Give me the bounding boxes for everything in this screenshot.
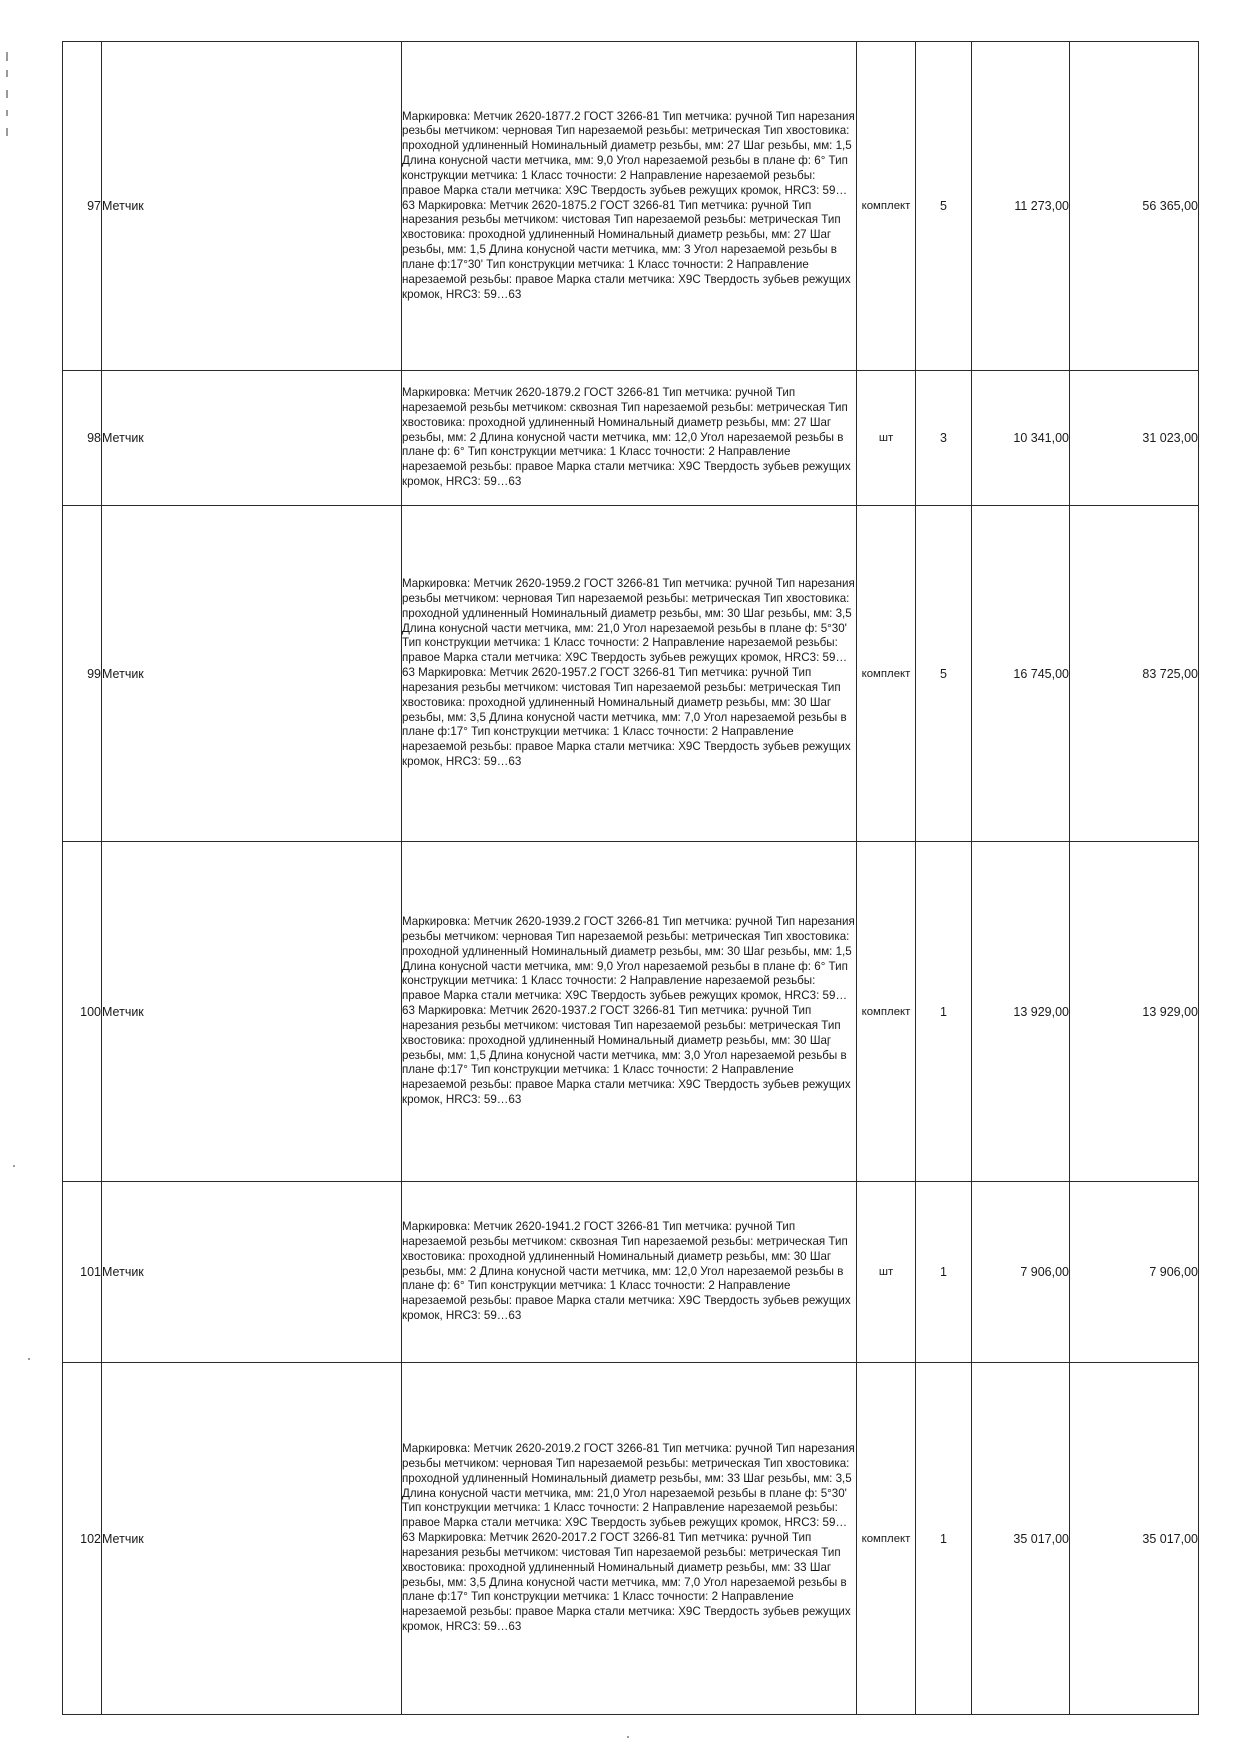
item-unit: шт: [857, 1182, 916, 1363]
specification-table: [62, 41, 1199, 1715]
row-number: 99: [63, 506, 102, 842]
item-unit: комплект: [857, 42, 916, 371]
item-description: Маркировка: Метчик 2620-1939.2 ГОСТ 3266-81 Тип метчика: ручной Тип нарезания резьбы метчиком: черновая Тип нарезаемой резьбы: метрическая Тип хвостовика: проходной удлиненный Номинальный диаметр резьбы, мм: 30 Шаг резьбы, мм: 1,5 Длина конусной части метчика, мм: 9,0 Угол нарезаемой резьбы в плане ф: 6° Тип конструкции метчика: 1 Класс точности: 2 Направление нарезаемой резьбы: правое Марка стали метчика: Х9С Твердость зубьев режущих кромок, HRC3: 59…63 Маркировка: Метчик 2620-1937.2 ГОСТ 3266-81 Тип метчика: ручной Тип нарезания резьбы метчиком: чистовая Тип нарезаемой резьбы: метрическая Тип хвостовика: проходной удлиненный Номинальный диаметр резьбы, мм: 30 Шаг резьбы, мм: 1,5 Длина конусной части метчика, мм: 3,0 Угол нарезаемой резьбы в плане ф:17° Тип конструкции метчика: 1 Класс точности: 2 Направление нарезаемой резьбы: правое Марка стали метчика: Х9С Твердость зубьев режущих кромок, HRC3: 59…63: [402, 842, 857, 1182]
item-name: Метчик: [102, 1363, 402, 1715]
item-unit-price: 11 273,00: [972, 42, 1070, 371]
item-description: Маркировка: Метчик 2620-2019.2 ГОСТ 3266-81 Тип метчика: ручной Тип нарезания резьбы метчиком: черновая Тип нарезаемой резьбы: метрическая Тип хвостовика: проходной удлиненный Номинальный диаметр резьбы, мм: 33 Шаг резьбы, мм: 3,5 Длина конусной части метчика, мм: 21,0 Угол нарезаемой резьбы в плане ф: 5°30' Тип конструкции метчика: 1 Класс точности: 2 Направление нарезаемой резьбы: правое Марка стали метчика: Х9С Твердость зубьев режущих кромок, HRC3: 59…63 Маркировка: Метчик 2620-2017.2 ГОСТ 3266-81 Тип метчика: ручной Тип нарезания резьбы метчиком: чистовая Тип нарезаемой резьбы: метрическая Тип хвостовика: проходной удлиненный Номинальный диаметр резьбы, мм: 33 Шаг резьбы, мм: 3,5 Длина конусной части метчика, мм: 7,0 Угол нарезаемой резьбы в плане ф:17° Тип конструкции метчика: 1 Класс точности: 2 Направление нарезаемой резьбы: правое Марка стали метчика: Х9С Твердость зубьев режущих кромок, HRC3: 59…63: [402, 1363, 857, 1715]
row-number: 101: [63, 1182, 102, 1363]
row-number: 98: [63, 371, 102, 506]
item-quantity: 1: [916, 1182, 972, 1363]
item-name: Метчик: [102, 1182, 402, 1363]
scan-speck: [13, 1165, 15, 1167]
table-row: [63, 1363, 1199, 1715]
scan-speck: [28, 1358, 30, 1360]
row-number: 100: [63, 842, 102, 1182]
item-total: 83 725,00: [1070, 506, 1199, 842]
scan-speck: [627, 1736, 629, 1738]
table-row: [63, 42, 1199, 371]
item-total: 13 929,00: [1070, 842, 1199, 1182]
item-description: Маркировка: Метчик 2620-1879.2 ГОСТ 3266-81 Тип метчика: ручной Тип нарезаемой резьбы метчиком: сквозная Тип нарезаемой резьбы: метрическая Тип хвостовика: проходной удлиненный Номинальный диаметр резьбы, мм: 27 Шаг резьбы, мм: 2 Длина конусной части метчика, мм: 12,0 Угол нарезаемой резьбы в плане ф: 6° Тип конструкции метчика: 1 Класс точности: 2 Направление нарезаемой резьбы: правое Марка стали метчика: Х9С Твердость зубьев режущих кромок, HRC3: 59…63: [402, 371, 857, 506]
item-unit: шт: [857, 371, 916, 506]
item-name: Метчик: [102, 842, 402, 1182]
scan-edge-mark: [6, 110, 8, 116]
item-name: Метчик: [102, 42, 402, 371]
table-row: [63, 1182, 1199, 1363]
scan-edge-mark: [6, 70, 8, 77]
item-total: 35 017,00: [1070, 1363, 1199, 1715]
item-description: Маркировка: Метчик 2620-1959.2 ГОСТ 3266-81 Тип метчика: ручной Тип нарезания резьбы метчиком: черновая Тип нарезаемой резьбы: метрическая Тип хвостовика: проходной удлиненный Номинальный диаметр резьбы, мм: 30 Шаг резьбы, мм: 3,5 Длина конусной части метчика, мм: 21,0 Угол нарезаемой резьбы в плане ф: 5°30' Тип конструкции метчика: 1 Класс точности: 2 Направление нарезаемой резьбы: правое Марка стали метчика: Х9С Твердость зубьев режущих кромок, HRC3: 59…63 Маркировка: Метчик 2620-1957.2 ГОСТ 3266-81 Тип метчика: ручной Тип нарезания резьбы метчиком: чистовая Тип нарезаемой резьбы: метрическая Тип хвостовика: проходной удлиненный Номинальный диаметр резьбы, мм: 30 Шаг резьбы, мм: 3,5 Длина конусной части метчика, мм: 7,0 Угол нарезаемой резьбы в плане ф:17° Тип конструкции метчика: 1 Класс точности: 2 Направление нарезаемой резьбы: правое Марка стали метчика: Х9С Твердость зубьев режущих кромок, HRC3: 59…63: [402, 506, 857, 842]
item-unit-price: 35 017,00: [972, 1363, 1070, 1715]
row-number: 102: [63, 1363, 102, 1715]
item-unit: комплект: [857, 842, 916, 1182]
item-quantity: 1: [916, 1363, 972, 1715]
item-description: Маркировка: Метчик 2620-1941.2 ГОСТ 3266-81 Тип метчика: ручной Тип нарезаемой резьбы метчиком: сквозная Тип нарезаемой резьбы: метрическая Тип хвостовика: проходной удлиненный Номинальный диаметр резьбы, мм: 30 Шаг резьбы, мм: 2 Длина конусной части метчика, мм: 12,0 Угол нарезаемой резьбы в плане ф: 6° Тип конструкции метчика: 1 Класс точности: 2 Направление нарезаемой резьбы: правое Марка стали метчика: Х9С Твердость зубьев режущих кромок, HRC3: 59…63: [402, 1182, 857, 1363]
row-number: 97: [63, 42, 102, 371]
table-row: [63, 506, 1199, 842]
item-quantity: 3: [916, 371, 972, 506]
scan-edge-mark: [6, 128, 8, 136]
scan-edge-mark: [6, 90, 8, 98]
table-row: [63, 371, 1199, 506]
item-name: Метчик: [102, 371, 402, 506]
item-description: Маркировка: Метчик 2620-1877.2 ГОСТ 3266-81 Тип метчика: ручной Тип нарезания резьбы метчиком: черновая Тип нарезаемой резьбы: метрическая Тип хвостовика: проходной удлиненный Номинальный диаметр резьбы, мм: 27 Шаг резьбы, мм: 1,5 Длина конусной части метчика, мм: 9,0 Угол нарезаемой резьбы в плане ф: 6° Тип конструкции метчика: 1 Класс точности: 2 Направление нарезаемой резьбы: правое Марка стали метчика: Х9С Твердость зубьев режущих кромок, HRC3: 59…63 Маркировка: Метчик 2620-1875.2 ГОСТ 3266-81 Тип метчика: ручной Тип нарезания резьбы метчиком: чистовая Тип нарезаемой резьбы: метрическая Тип хвостовика: проходной удлиненный Номинальный диаметр резьбы, мм: 27 Шаг резьбы, мм: 1,5 Длина конусной части метчика, мм: 3 Угол нарезаемой резьбы в плане ф:17°30' Тип конструкции метчика: 1 Класс точности: 2 Направление нарезаемой резьбы: правое Марка стали метчика: Х9С Твердость зубьев режущих кромок, HRC3: 59…63: [402, 42, 857, 371]
item-total: 56 365,00: [1070, 42, 1199, 371]
item-quantity: 1: [916, 842, 972, 1182]
item-unit-price: 7 906,00: [972, 1182, 1070, 1363]
item-unit: комплект: [857, 1363, 916, 1715]
item-unit-price: 10 341,00: [972, 371, 1070, 506]
item-total: 7 906,00: [1070, 1182, 1199, 1363]
item-quantity: 5: [916, 42, 972, 371]
table-row: [63, 842, 1199, 1182]
item-total: 31 023,00: [1070, 371, 1199, 506]
item-unit: комплект: [857, 506, 916, 842]
item-quantity: 5: [916, 506, 972, 842]
item-unit-price: 16 745,00: [972, 506, 1070, 842]
item-unit-price: 13 929,00: [972, 842, 1070, 1182]
scan-edge-mark: [6, 52, 8, 61]
item-name: Метчик: [102, 506, 402, 842]
